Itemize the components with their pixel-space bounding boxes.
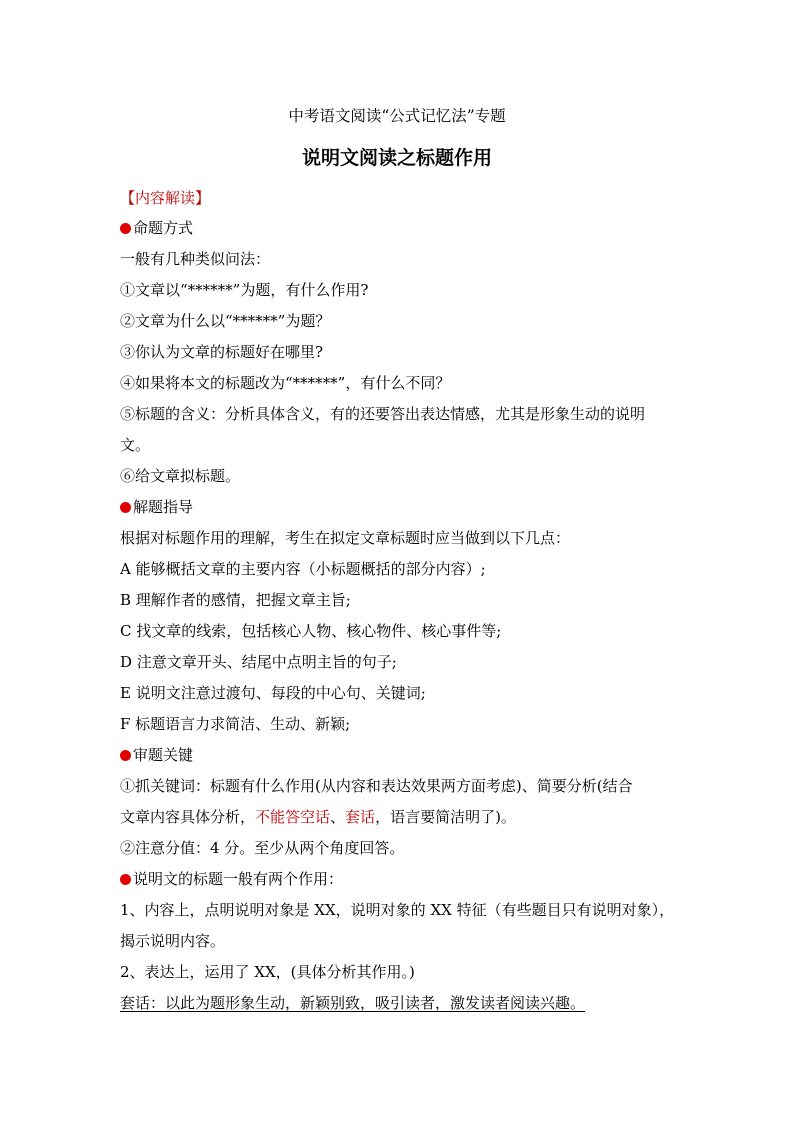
list-item-continued: 文。 [120, 436, 151, 454]
document-title: 说明文阅读之标题作用 [301, 147, 492, 169]
point-item: A 能够概括文章的主要内容（小标题概括的部分内容）; [120, 560, 486, 578]
section-heading-key-points [120, 745, 700, 765]
template-answer: 套话：以此为题形象生动，新颖别致，吸引读者，激发读者阅读兴趣。 [120, 994, 586, 1012]
list-item: ①文章以“******”为题，有什么作用? [120, 281, 369, 299]
bullet-icon [120, 502, 131, 513]
paragraph: 揭示说明内容。 [120, 932, 226, 950]
bullet-icon [120, 874, 131, 885]
section-heading-guidance [120, 497, 700, 517]
point-item: B 理解作者的感情，把握文章主旨; [120, 591, 351, 609]
point-item: C 找文章的线索，包括核心人物、核心物件、核心事件等; [120, 622, 502, 640]
list-item: ②文章为什么以“******”为题？ [120, 312, 331, 330]
section-heading-title-functions [120, 869, 700, 889]
heading-text: 审题关键 [133, 746, 194, 764]
paragraph: 2、表达上，运用了 XX，(具体分析其作用。) [120, 963, 415, 981]
list-item: ⑤标题的含义：分析具体含义，有的还要答出表达情感，尤其是形象生动的说明 [120, 405, 646, 423]
highlight-text: 不能答空话 [255, 808, 331, 826]
list-item: ④如果将本文的标题改为“******”，有什么不同？ [120, 374, 451, 392]
paragraph: 1、内容上，点明说明对象是 XX，说明对象的 XX 特征（有些题目只有说明对象）， [120, 901, 675, 919]
point-item: D 注意文章开头、结尾中点明主旨的句子; [120, 653, 397, 671]
bullet-icon [120, 750, 131, 761]
paragraph: 一般有几种类似问法： [120, 250, 271, 268]
list-item: ⑥给文章拟标题。 [120, 467, 241, 485]
point-item: F 标题语言力求简洁、生动、新颖; [120, 715, 351, 733]
paragraph [120, 807, 700, 827]
document-subtitle: 中考语文阅读“公式记忆法”专题 [288, 107, 506, 125]
paragraph: ①抓关键词：标题有什么作用(从内容和表达效果两方面考虑)、简要分析(结合 [120, 777, 633, 795]
highlight-text: 套话 [345, 808, 376, 826]
text-run: 、 [330, 808, 346, 826]
list-item: ③你认为文章的标题好在哪里? [120, 343, 324, 361]
heading-text: 说明文的标题一般有两个作用： [133, 870, 344, 888]
paragraph: 根据对标题作用的理解，考生在拟定文章标题时应当做到以下几点： [120, 529, 571, 547]
heading-text: 命题方式 [133, 219, 194, 237]
bullet-icon [120, 223, 131, 234]
text-run: 文章内容具体分析， [120, 808, 256, 826]
section-heading-question-types [120, 218, 700, 238]
paragraph: ②注意分值：4 分。至少从两个角度回答。 [120, 839, 405, 857]
text-run: ，语言要简洁明了)。 [375, 808, 516, 826]
section-label: 【内容解读】 [120, 189, 211, 207]
point-item: E 说明文注意过渡句、每段的中心句、关键词; [120, 684, 426, 702]
heading-text: 解题指导 [133, 498, 194, 516]
